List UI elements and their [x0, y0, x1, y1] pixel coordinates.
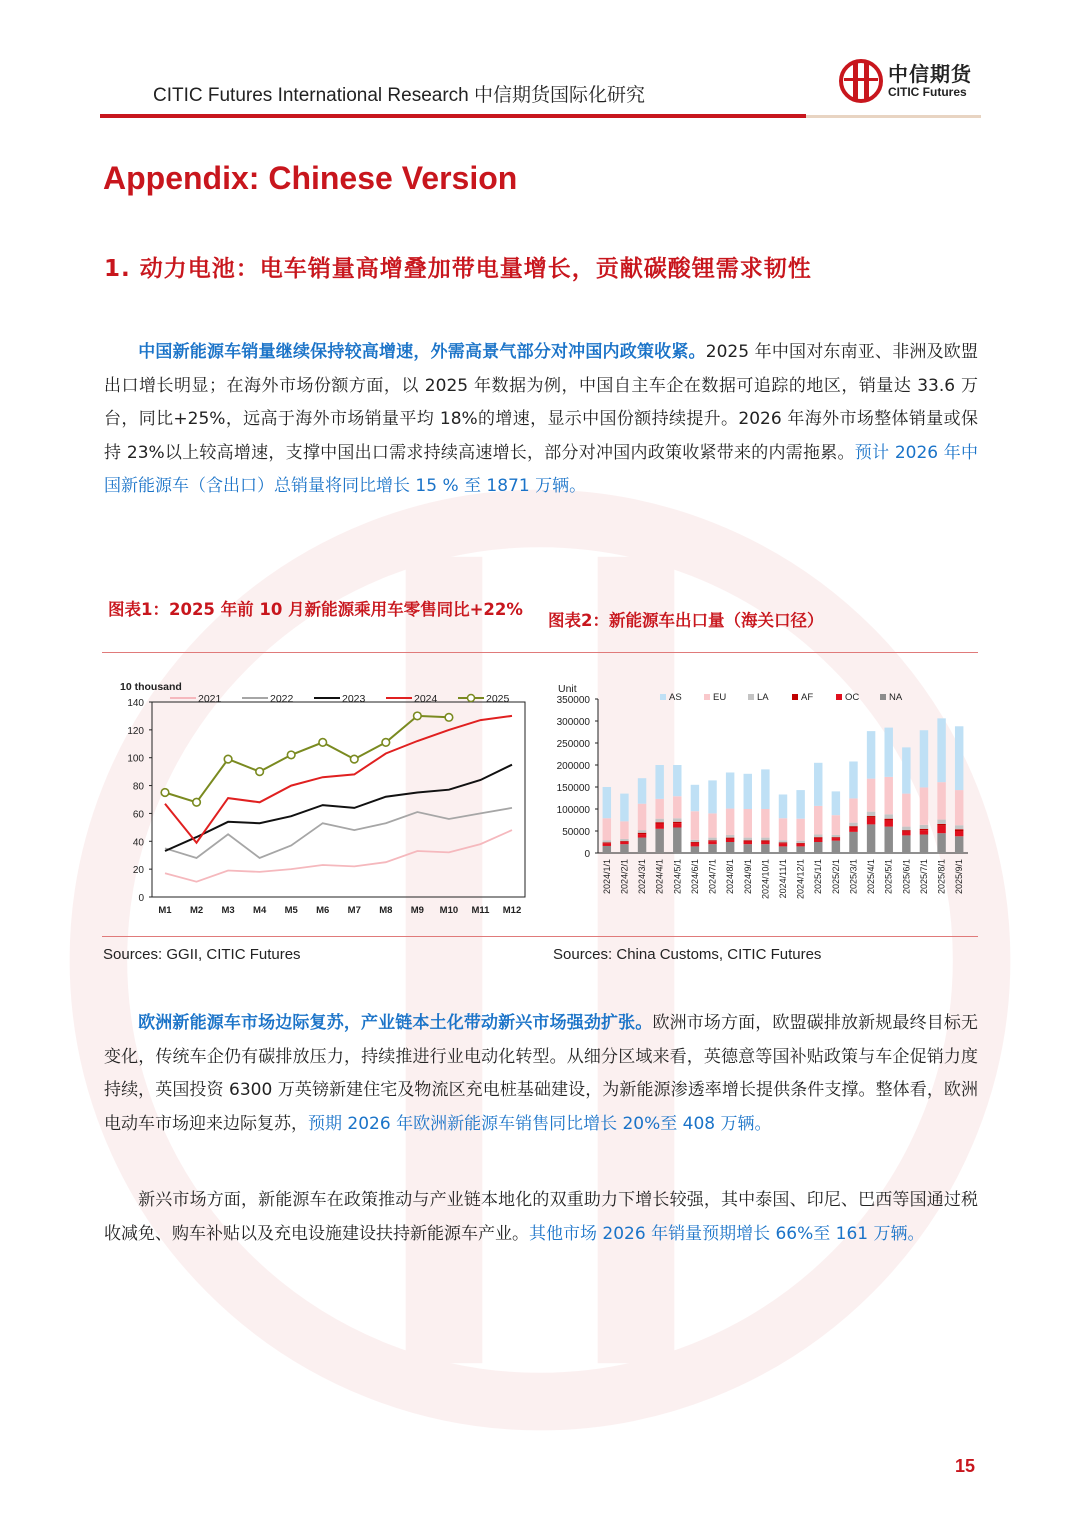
chart2-y-tick-label: 0 [584, 849, 590, 860]
chart2-bar-OC [814, 838, 822, 842]
chart1-plot-frame [152, 702, 525, 897]
chart1-x-tick-label: M12 [502, 905, 522, 916]
chart2-bar-NA [937, 833, 945, 853]
chart2-bar-LA [920, 825, 928, 829]
chart2-x-tick-label: 2024/4/1 [654, 859, 665, 895]
chart2-x-tick-label: 2024/3/1 [637, 859, 648, 895]
chart2-x-tick-label: 2025/3/1 [848, 859, 859, 895]
chart2-bar-LA [867, 812, 875, 816]
chart2-bar-AF [691, 842, 699, 843]
chart2-bar-EU [884, 777, 892, 814]
chart2-bar-AF [902, 830, 910, 831]
chart2-x-tick-label: 2025/2/1 [830, 859, 841, 895]
chart2-legend-label: NA [889, 692, 903, 703]
chart2-legend-label: EU [713, 692, 727, 703]
chart2-bar-NA [744, 844, 752, 853]
chart2-bar-AF [744, 840, 752, 841]
chart2-bar-LA [638, 830, 646, 833]
chart2-bar-EU [761, 809, 769, 838]
chart1-point-2025 [287, 751, 295, 759]
chart2-x-tick-label: 2024/6/1 [689, 859, 700, 895]
chart2-x-tick-label: 2024/7/1 [707, 859, 718, 895]
chart1-y-tick-label: 140 [127, 698, 144, 709]
chart2-bar-LA [744, 838, 752, 841]
chart2-bar-AS [655, 765, 663, 799]
chart2-bar-EU [603, 818, 611, 840]
logo-english-text: CITIC Futures [888, 85, 967, 99]
chart2-bar-EU [955, 790, 963, 825]
chart2-bar-OC [937, 826, 945, 833]
chart2-bar-OC [761, 842, 769, 845]
chart1-y-tick-label: 120 [127, 725, 144, 737]
section-title: 1. 动力电池：电车销量高增叠加带电量增长，贡献碳酸锂需求韧性 [104, 256, 812, 282]
chart2-bar-AF [620, 841, 628, 842]
chart2-bar-NA [708, 844, 716, 853]
chart1-x-tick-label: M8 [379, 905, 393, 916]
chart2-x-tick-label: 2024/11/1 [778, 859, 788, 899]
chart1-y-tick-label: 60 [132, 809, 144, 821]
para2-lead: 欧洲新能源车市场边际复苏，产业链本土化带动新兴市场强劲扩张。 [138, 1013, 653, 1033]
chart2-bar-AS [708, 780, 716, 813]
figure1-title: 图表1：2025 年前 10 月新能源乘用车零售同比+22% [108, 600, 523, 619]
chart2-bar-OC [691, 843, 699, 847]
chart2-x-tick-label: 2024/5/1 [672, 859, 683, 895]
chart1-x-tick-label: M10 [439, 905, 459, 916]
chart1-x-tick-label: M11 [471, 905, 490, 916]
chart2-bar-EU [708, 813, 716, 837]
chart2-bar-EU [638, 804, 646, 830]
chart2-y-tick-label: 300000 [556, 717, 590, 728]
chart2-legend-swatch [704, 694, 710, 700]
chart2-bar-AF [867, 816, 875, 818]
appendix-title: Appendix: Chinese Version [103, 160, 518, 196]
chart2-bar-LA [761, 838, 769, 841]
chart1-y-tick-label: 80 [132, 781, 144, 793]
chart2-bar-AF [779, 842, 787, 843]
chart2-bar-EU [655, 799, 663, 819]
chart2-bar-LA [673, 818, 681, 822]
chart2-x-tick-label: 2024/8/1 [725, 859, 736, 895]
chart2-bar-NA [832, 841, 840, 853]
chart2-bar-AF [832, 837, 840, 838]
chart2-bar-EU [814, 806, 822, 835]
chart2-x-tick-label: 2024/12/1 [795, 859, 806, 900]
chart2-bar-NA [655, 829, 663, 853]
chart1-point-2025 [224, 755, 232, 763]
chart1-point-2025 [414, 712, 422, 720]
chart2-bar-AS [796, 790, 804, 819]
chart2-bar-AS [779, 794, 787, 818]
chart2-bar-NA [620, 844, 628, 853]
chart-ev-export-bar [548, 678, 978, 918]
header-rule [100, 114, 806, 118]
chart2-bar-AF [638, 833, 646, 834]
chart2-y-tick-label: 50000 [562, 827, 590, 838]
chart2-x-tick-label: 2025/8/1 [936, 859, 947, 895]
chart2-bar-NA [814, 842, 822, 853]
chart2-bar-EU [779, 818, 787, 840]
chart1-point-2025 [319, 739, 327, 747]
chart2-bar-EU [920, 787, 928, 824]
chart2-bar-LA [620, 839, 628, 841]
para2-tail: 预期 2026 年欧洲新能源车销售同比增长 20%至 408 万辆。 [308, 1113, 772, 1134]
chart1-legend-label: 2025 [486, 693, 510, 705]
chart1-series-2025 [165, 716, 449, 802]
chart2-bar-NA [638, 838, 646, 853]
chart2-bar-OC [603, 843, 611, 846]
chart2-bar-LA [955, 825, 963, 829]
chart2-x-tick-label: 2025/4/1 [866, 859, 877, 895]
chart2-bar-AF [955, 829, 963, 831]
chart2-legend-swatch [836, 694, 842, 700]
chart1-x-tick-label: M7 [347, 905, 361, 916]
chart2-bar-LA [708, 838, 716, 841]
paragraph-2 [104, 1007, 978, 1141]
chart2-bar-OC [796, 844, 804, 847]
chart2-x-tick-label: 2025/7/1 [918, 859, 929, 895]
chart1-legend-label: 2022 [270, 693, 294, 705]
chart2-bar-LA [796, 841, 804, 843]
chart2-bar-AS [814, 763, 822, 806]
chart2-bar-OC [779, 843, 787, 846]
chart2-legend-label: OC [845, 692, 860, 703]
chart2-bar-OC [832, 838, 840, 841]
chart2-bar-NA [796, 846, 804, 853]
chart2-bar-EU [673, 796, 681, 818]
chart2-bar-EU [726, 809, 734, 835]
chart2-bar-OC [673, 823, 681, 827]
chart2-x-tick-label: 2025/1/1 [813, 859, 824, 895]
chart1-legend-label: 2024 [414, 693, 438, 705]
chart2-bar-AF [603, 842, 611, 843]
chart2-bar-OC [849, 827, 857, 831]
chart2-bar-AF [814, 837, 822, 838]
chart2-x-tick-label: 2024/9/1 [742, 859, 753, 895]
chart2-y-tick-label: 100000 [556, 805, 590, 816]
chart2-x-tick-label: 2024/1/1 [601, 859, 612, 895]
chart1-x-tick-label: M2 [189, 905, 204, 916]
chart2-x-tick-label: 2025/6/1 [901, 859, 912, 895]
chart2-y-tick-label: 200000 [556, 761, 590, 772]
chart2-bar-AS [761, 769, 769, 809]
logo-chinese-text: 中信期货 [888, 62, 972, 86]
chart2-bar-AF [849, 826, 857, 827]
chart2-bar-NA [603, 846, 611, 853]
chart2-bar-OC [867, 818, 875, 825]
chart2-x-tick-label: 2024/2/1 [619, 859, 630, 895]
chart2-bar-EU [744, 809, 752, 838]
chart2-bar-NA [726, 842, 734, 853]
chart1-point-2025 [256, 768, 264, 776]
chart2-y-tick-label: 350000 [556, 695, 590, 706]
chart2-bar-NA [673, 827, 681, 853]
chart2-bar-LA [726, 835, 734, 838]
chart2-bar-EU [867, 779, 875, 812]
chart1-y-tick-label: 40 [132, 837, 144, 849]
chart2-bar-OC [638, 834, 646, 838]
chart2-legend-swatch [660, 694, 666, 700]
chart2-bar-OC [955, 831, 963, 836]
chart2-bar-NA [761, 844, 769, 853]
chart2-bar-AS [691, 785, 699, 811]
chart1-x-tick-label: M3 [221, 905, 235, 916]
figure2-title: 图表2：新能源车出口量（海关口径） [548, 611, 824, 630]
figure1-source: Sources: GGII, CITIC Futures [103, 946, 301, 963]
chart2-bar-NA [920, 835, 928, 853]
header-rule-light [806, 115, 981, 118]
citic-logo-icon [838, 58, 884, 104]
chart2-legend-swatch [880, 694, 886, 700]
page-number: 15 [955, 1456, 976, 1476]
chart2-legend-label: LA [757, 692, 769, 703]
chart2-bar-AS [920, 730, 928, 787]
chart2-legend-swatch [792, 694, 798, 700]
chart2-bar-AF [673, 822, 681, 823]
figure2-source: Sources: China Customs, CITIC Futures [553, 946, 822, 963]
chart2-legend-label: AF [801, 692, 814, 703]
chart2-bar-AS [638, 778, 646, 804]
chart-ev-retail-line [110, 672, 540, 922]
chart2-y-tick-label: 250000 [556, 739, 590, 750]
chart1-y-tick-label: 0 [138, 893, 144, 904]
chart2-x-tick-label: 2025/5/1 [883, 859, 894, 895]
chart2-bar-AS [832, 791, 840, 815]
chart2-bar-AS [603, 787, 611, 818]
chart2-legend-label: AS [669, 692, 682, 703]
chart1-x-tick-label: M5 [284, 905, 298, 916]
chart2-bar-OC [620, 842, 628, 844]
chart2-bar-LA [691, 840, 699, 842]
paragraph-3 [104, 1184, 978, 1251]
figure-top-rule [102, 652, 978, 653]
paragraph-1 [104, 336, 978, 504]
chart2-x-tick-label: 2025/9/1 [954, 859, 965, 895]
chart2-bar-AS [902, 747, 910, 793]
chart2-bar-NA [867, 824, 875, 853]
chart2-bar-LA [884, 814, 892, 818]
chart2-bar-AS [937, 718, 945, 782]
chart1-series-2023 [165, 765, 512, 851]
chart2-bar-LA [937, 820, 945, 824]
chart2-bar-EU [832, 815, 840, 835]
chart1-y-unit: 10 thousand [120, 681, 182, 693]
chart2-bar-OC [902, 831, 910, 835]
chart2-bar-OC [708, 841, 716, 844]
chart2-bar-AF [920, 829, 928, 830]
chart1-legend-marker [468, 695, 475, 702]
chart2-bar-LA [849, 823, 857, 827]
chart2-bar-AF [884, 819, 892, 821]
chart2-bar-AF [937, 824, 945, 826]
chart2-bar-EU [691, 811, 699, 840]
para3-tail: 其他市场 2026 年销量预期增长 66%至 161 万辆。 [529, 1223, 925, 1244]
chart2-bar-AS [726, 772, 734, 808]
chart2-bar-OC [884, 820, 892, 826]
chart2-x-tick-label: 2024/10/1 [760, 859, 771, 900]
chart2-bar-OC [744, 842, 752, 845]
chart2-bar-LA [902, 827, 910, 831]
para1-body: 2025 年中国对东南亚、非洲及欧盟出口增长明显；在海外市场份额方面，以 2025 年数据为例，中国自主车企在数据可追踪的地区，销量达 33.6 万台，同比+25%，远高于海外市场销量平均 18%的增速，显示中国份额持续提升。2026 年海外市场整体销量或保持 23%以上较高增速，支撑中国出口需求持续高速增长，部分对冲国内政策收紧带来的内需拖累。 [104, 342, 978, 463]
chart1-y-tick-label: 20 [132, 865, 144, 877]
chart2-legend-swatch [748, 694, 754, 700]
chart1-series-2021 [165, 830, 512, 882]
para1-lead: 中国新能源车销量继续保持较高增速，外需高景气部分对冲国内政策收紧。 [138, 342, 706, 362]
para1-tail: 预计 2026 年中国新能源车（含出口）总销量将同比增长 15 % 至 1871 万辆。 [104, 442, 978, 497]
header-title: CITIC Futures International Research 中信期货国际化研究 [153, 85, 646, 106]
chart2-bar-EU [902, 794, 910, 827]
figure-bottom-rule [102, 936, 978, 937]
chart2-bar-NA [884, 827, 892, 853]
chart2-y-unit: Unit [558, 683, 577, 695]
chart2-bar-AF [708, 840, 716, 841]
chart2-bar-AS [620, 794, 628, 822]
chart2-bar-OC [726, 839, 734, 842]
chart2-bar-LA [779, 840, 787, 842]
chart2-bar-OC [655, 824, 663, 829]
chart2-bar-EU [849, 798, 857, 822]
chart2-bar-EU [937, 782, 945, 819]
chart1-point-2025 [161, 789, 169, 797]
chart2-bar-NA [849, 832, 857, 853]
chart2-bar-AS [884, 728, 892, 777]
chart2-bar-NA [691, 846, 699, 853]
para2-body: 欧洲市场方面，欧盟碳排放新规最终目标无变化，传统车企仍有碳排放压力，持续推进行业电动化转型。从细分区域来看，英德意等国补贴政策与车企促销力度持续，英国投资 6300 万英镑新建住宅及物流区充电桩基础建设，为新能源渗透率增长提供条件支撑。整体看，欧洲电动车市场迎来边际复苏， [104, 1013, 979, 1134]
chart2-bar-AS [955, 726, 963, 790]
chart2-bar-AF [726, 838, 734, 839]
chart1-y-tick-label: 100 [127, 753, 144, 765]
chart2-bar-LA [655, 819, 663, 823]
chart2-bar-AF [761, 840, 769, 841]
chart2-bar-AS [744, 774, 752, 809]
chart1-series-2024 [165, 716, 512, 843]
chart2-bar-NA [779, 846, 787, 853]
chart2-bar-EU [620, 821, 628, 839]
chart1-x-tick-label: M6 [316, 905, 330, 916]
chart2-bar-LA [832, 835, 840, 837]
chart1-point-2025 [445, 714, 453, 722]
chart1-x-tick-label: M1 [158, 905, 172, 916]
chart1-x-tick-label: M9 [410, 905, 424, 916]
chart2-bar-AF [655, 822, 663, 823]
chart2-bar-NA [955, 836, 963, 853]
chart2-bar-LA [603, 840, 611, 842]
chart2-bar-AS [673, 765, 681, 796]
chart2-bar-AF [796, 843, 804, 844]
citic-logo [838, 58, 988, 106]
chart2-bar-AS [849, 761, 857, 798]
chart2-bar-NA [902, 835, 910, 853]
chart1-legend-label: 2021 [198, 693, 222, 705]
chart2-bar-OC [920, 830, 928, 834]
chart1-x-tick-label: M4 [253, 905, 267, 916]
chart1-point-2025 [382, 739, 390, 747]
chart2-bar-EU [796, 819, 804, 841]
chart2-bar-AS [867, 731, 875, 779]
chart1-legend-label: 2023 [342, 693, 366, 705]
chart2-bar-LA [814, 835, 822, 838]
para3-body: 新兴市场方面，新能源车在政策推动与产业链本地化的双重助力下增长较强，其中泰国、印尼、巴西等国通过税收减免、购车补贴以及充电设施建设扶持新能源车产业。 [104, 1190, 978, 1244]
chart1-point-2025 [350, 755, 358, 763]
chart1-point-2025 [193, 798, 201, 806]
chart2-y-tick-label: 150000 [556, 783, 590, 794]
